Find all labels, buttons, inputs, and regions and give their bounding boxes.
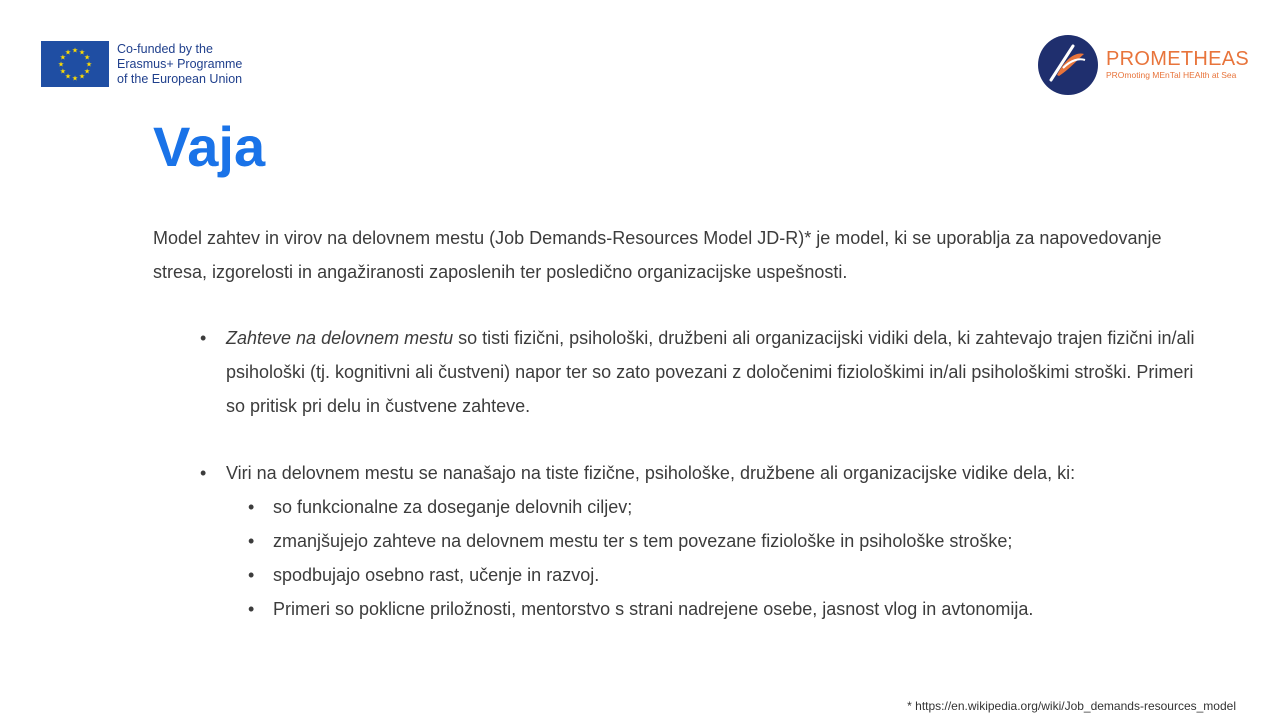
sub-bullet-text: zmanjšujejo zahteve na delovnem mestu ter s tem povezane fiziološke in psihološke stroške; [273, 531, 1013, 551]
sub-bullet-item [200, 524, 1200, 558]
prometheas-name: PROMETHEAS [1106, 48, 1250, 70]
eu-star-icon: ★ [59, 54, 67, 62]
sub-bullet-text: so funkcionalne za doseganje delovnih ciljev; [273, 497, 633, 517]
bullet-item-resources [200, 456, 1200, 490]
bullet-icon: • [200, 328, 207, 348]
eu-flag-logo [41, 41, 109, 87]
eu-star-icon: ★ [71, 47, 79, 55]
eu-star-icon: ★ [64, 73, 72, 81]
bullet-icon: • [200, 463, 207, 483]
bullet-item-demands [200, 321, 1200, 423]
eu-star-icon: ★ [59, 68, 67, 76]
eu-star-icon: ★ [85, 61, 93, 69]
sub-bullet-item [200, 592, 1200, 626]
eu-line-1: Co-funded by the [117, 42, 213, 56]
footnote-link[interactable]: * https://en.wikipedia.org/wiki/Job_demands-resources_model [907, 699, 1236, 713]
eu-star-icon: ★ [71, 75, 79, 83]
page-title: Vaja [153, 115, 266, 178]
eu-star-icon: ★ [64, 49, 72, 57]
sub-bullet-text: Primeri so poklicne priložnosti, mentorstvo s strani nadrejene osebe, jasnost vlog in avtonomija. [273, 599, 1034, 619]
sub-bullet-item [200, 490, 1200, 524]
eu-line-3: of the European Union [117, 72, 243, 86]
sub-bullet-item [200, 558, 1200, 592]
eu-line-2: Erasmus+ Programme [117, 57, 243, 71]
bullet-item-demands-text: so tisti fizični, psihološki, družbeni ali organizacijski vidiki dela, ki zahtevajo trajen fizični in/ali psihološki (tj. kognitivni ali čustveni) napor ter so zato povezani z določenimi fiziološkimi in/ali psihološkimi stroški. Primeri so pritisk pri delu in čustvene zahteve. [226, 328, 1195, 416]
eu-star-icon: ★ [83, 54, 91, 62]
bullet-item-resources-text: Viri na delovnem mestu se nanašajo na tiste fizične, psihološke, družbene ali organizacijske vidike dela, ki: [226, 463, 1076, 483]
sub-bullet-icon: • [248, 531, 255, 551]
bullet-list [200, 321, 1200, 626]
sub-bullet-icon: • [248, 565, 255, 585]
bullet-item-demands-lead: Zahteve na delovnem mestu [226, 328, 454, 348]
eu-star-icon: ★ [57, 61, 65, 69]
intro-paragraph: Model zahtev in virov na delovnem mestu (Job Demands-Resources Model JD-R)* je model, ki se uporablja za napovedovanje stresa, izgorelosti in angažiranosti zaposlenih ter posledično organizacijske uspešnosti. [153, 228, 1162, 282]
eu-cofunded-text [117, 42, 242, 87]
sub-bullet-icon: • [248, 497, 255, 517]
prometheas-tagline: PROmoting MEnTal HEAlth at Sea [1106, 70, 1237, 80]
eu-star-icon: ★ [78, 49, 86, 57]
sub-bullet-icon: • [248, 599, 255, 619]
eu-star-icon: ★ [83, 68, 91, 76]
eu-star-icon: ★ [78, 73, 86, 81]
prometheas-logo-icon [1037, 34, 1099, 96]
eu-stars-icon [41, 41, 109, 87]
sub-bullet-text: spodbujajo osebno rast, učenje in razvoj. [273, 565, 600, 585]
